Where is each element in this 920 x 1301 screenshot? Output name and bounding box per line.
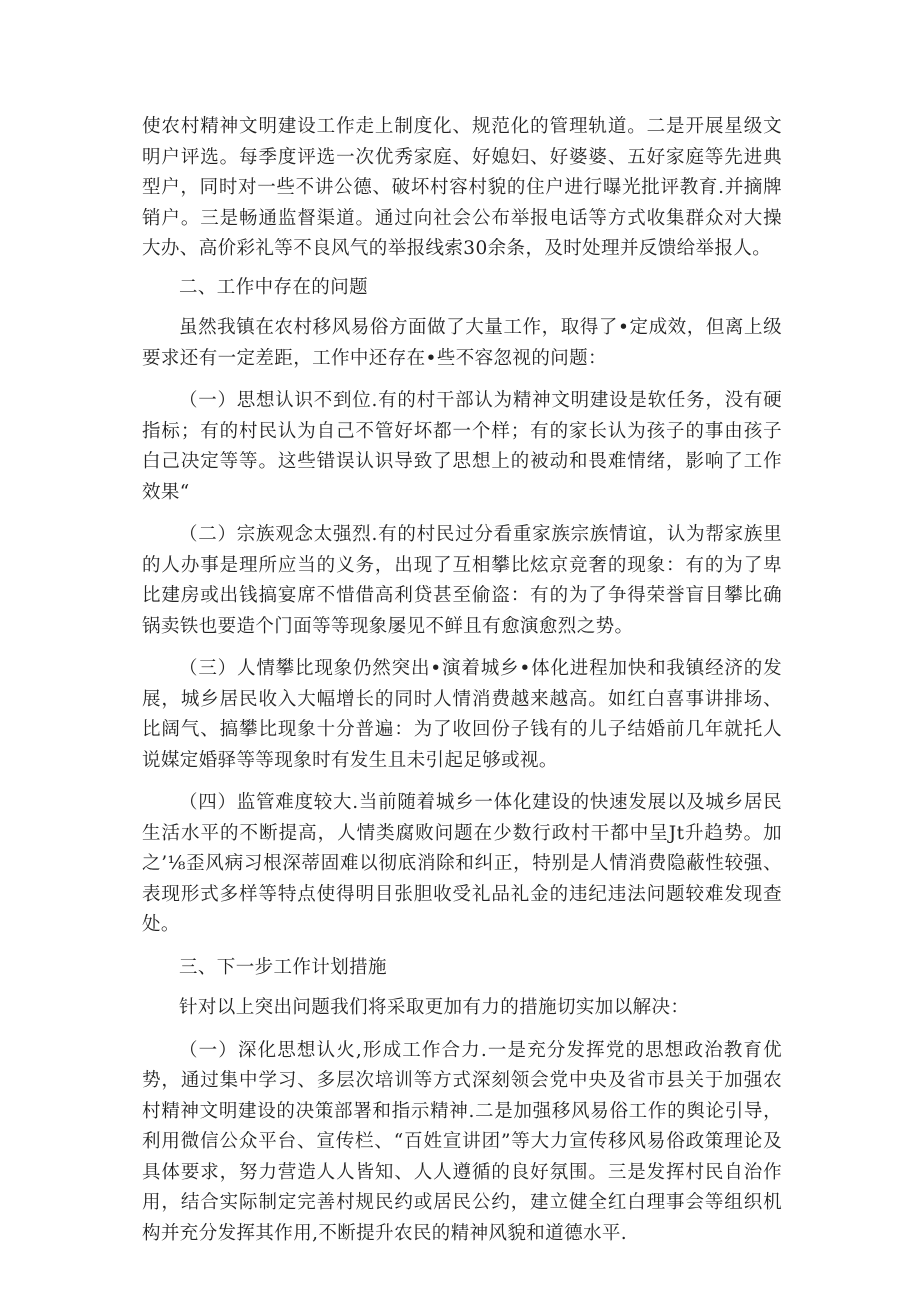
paragraph-problem-4: （四）监管难度较大.当前随着城乡一体化建设的快速发展以及城乡居民生活水平的不断提高，人情类腐败问题在少数行政村干都中呈Jt升趋势。加之’⅛歪风病习根深蒂固难以彻底消除和纠正，特别是人情消费隐蔽性较强、表现形式多样等特点使得明目张胆收受礼品礼金的违纪违法问题较难发现查处。 <box>142 792 782 935</box>
paragraph-problem-2: （二）宗族观念太强烈.有的村民过分看重家族宗族情谊，认为帮家族里的人办事是理所应当的义务，出现了互相攀比炫京竞奢的现象：有的为了卑比建房或出钱搞宴席不惜借高利贷甚至偷盗：有的为了争得荣誉盲目攀比确锅卖铁也要造个门面等等现象屡见不鲜且有愈演愈烈之势。 <box>142 524 782 637</box>
paragraph-measures-intro: 针对以上突出问题我们将采取更加有力的措施切实加以解决： <box>179 997 690 1018</box>
paragraph-problems-intro: 虽然我镇在农村移风易俗方面做了大量工作，取得了•定成效，但离上级要求还有一定差距，工作中还存在•些不容忽视的问题： <box>142 317 782 369</box>
paragraph-problem-3: （三）人情攀比现象仍然突出•演着城乡•体化进程加快和我镇经济的发展，城乡居民收入大幅增长的同时人情消费越来越高。如红白喜事讲排场、比阔气、搞攀比现象十分普遍：为了收回份子钱有的儿子结婚前几年就托人说媒定婚驿等等现象时有发生且未引起足够或视。 <box>142 658 782 771</box>
section-heading-next-steps: 三、下一步工作计划措施 <box>179 956 387 978</box>
document-page <box>142 112 782 1261</box>
paragraph-continuation: 使农村精神文明建设工作走上制度化、规范化的管理轨道。二是开展星级文明户评选。每季度评选一次优秀家庭、好媳妇、好婆婆、五好家庭等先进典型户，同时对一些不讲公德、破坏村容村貌的住户进行曝光批评教育.并摘牌销户。三是畅通监督渠道。通过向社会公布举报电话等方式收集群众对大操大办、高价彩礼等不良风气的举报线索30余条，及时处理并反馈给举报人。 <box>142 116 782 259</box>
section-heading-problems: 二、工作中存在的问题 <box>179 276 369 298</box>
paragraph-problem-1: （一）思想认识不到位.有的村干部认为精神文明建设是软任务，没有硬指标；有的村民认为自己不管好坏都一个样；有的家长认为孩子的事由孩子白己决定等等。这些错误认识导致了思想上的被动和畏难情绪，影响了工作效果“ <box>142 390 782 503</box>
paragraph-measure-1: （一）深化思想认火,形成工作合力.一是充分发挥党的思想政治教育优势，通过集中学习、多层次培训等方式深刻领会党中央及省市县关于加强农村精神文明建设的决策部署和指示精神.二是加强移风易俗工作的舆论引导，利用微信公众平台、宣传栏、“百姓宣讲团”等大力宣传移风易俗政策理论及具体要求，努力营造人人皆知、人人遵循的良好氛围。三是发挥村民自治作用，结合实际制定完善村规民约或居民公约，建立健全红白理事会等组织机构并充分发挥其作用,不断提升农民的精神风貌和道德水平. <box>142 1039 782 1244</box>
